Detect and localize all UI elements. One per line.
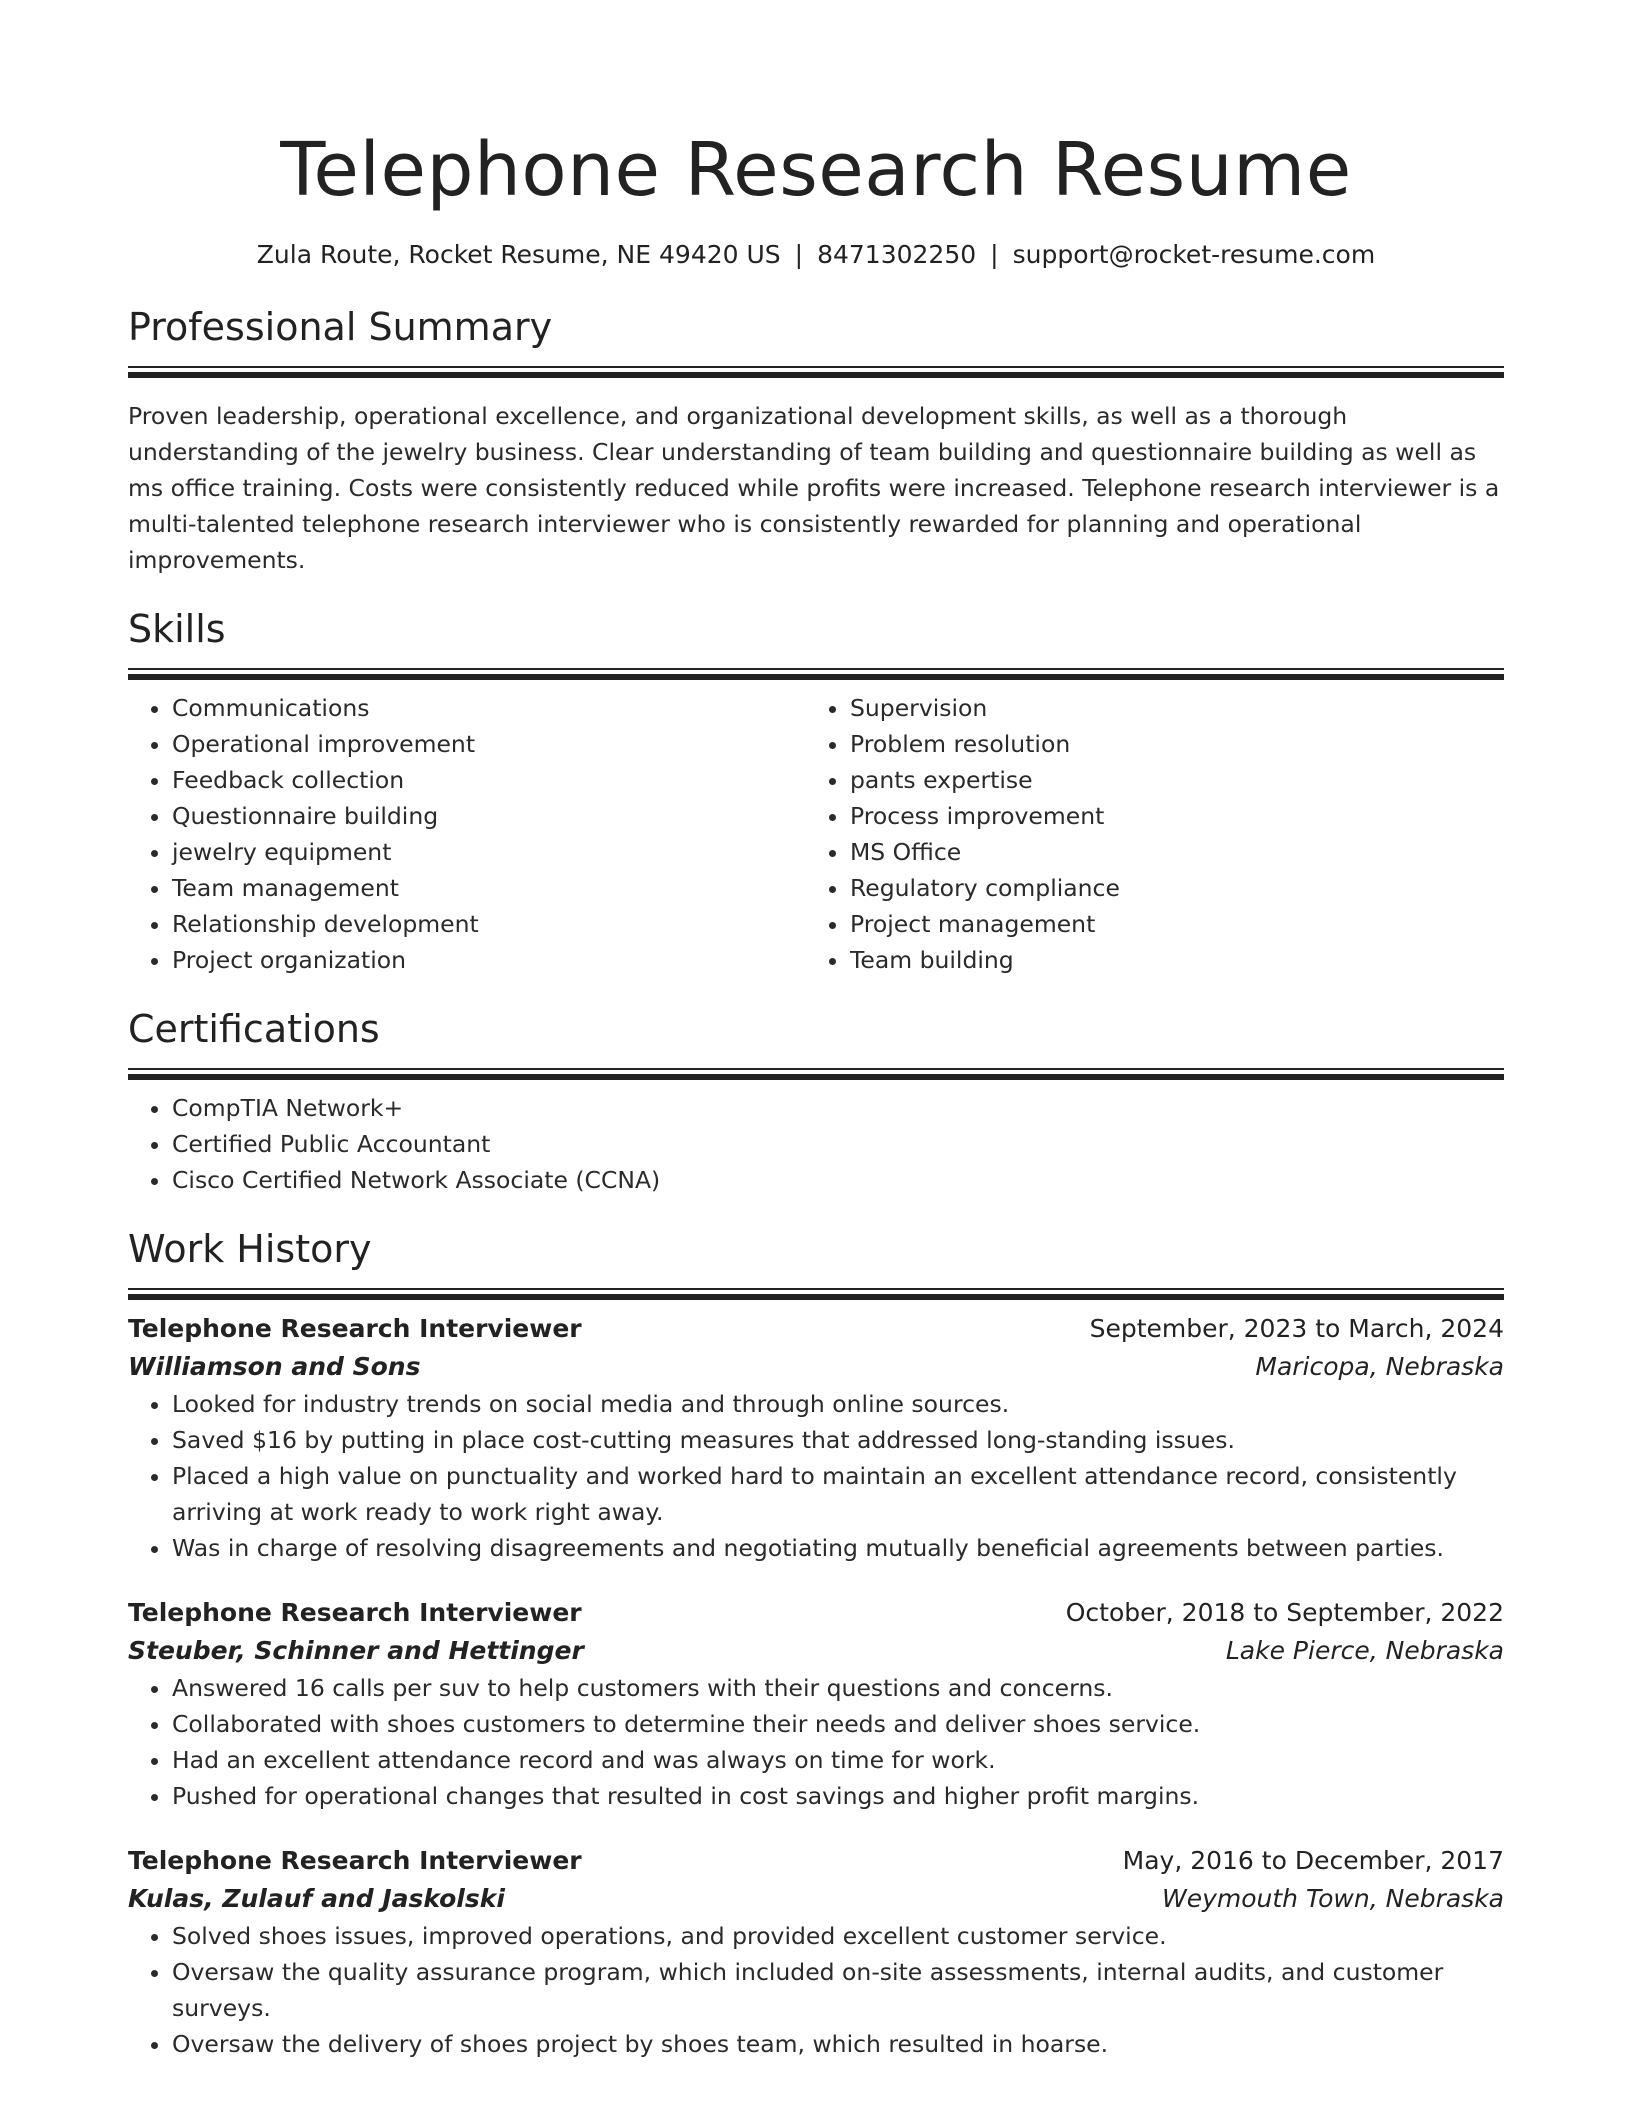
section-divider xyxy=(128,366,1504,368)
certification-item: • CompTIA Network+ xyxy=(172,1090,1504,1126)
skill-item: • Operational improvement xyxy=(172,726,806,762)
job-bullet-list xyxy=(128,1918,1504,2062)
skill-item: • MS Office xyxy=(850,834,1484,870)
skill-item: • Process improvement xyxy=(850,798,1484,834)
skills-list-right xyxy=(806,690,1484,978)
job-entry xyxy=(128,1594,1504,1814)
job-title: Telephone Research Interviewer xyxy=(128,1598,582,1627)
job-bullet: • Was in charge of resolving disagreements and negotiating mutually beneficial agreements between parties. xyxy=(172,1530,1504,1566)
skill-item: • Project management xyxy=(850,906,1484,942)
skill-item: • pants expertise xyxy=(850,762,1484,798)
skill-item: • Questionnaire building xyxy=(172,798,806,834)
job-header-row xyxy=(128,1310,1504,1348)
section-divider xyxy=(128,1068,1504,1070)
summary-text: Proven leadership, operational excellence, and organizational development skills, as well as a thorough understanding of the jewelry business. Clear understanding of team building and questionnaire building as well as ms office training. Costs were consistently reduced while profits were increased. Telephone research interviewer is a multi-talented telephone research interviewer who is consistently rewarded for planning and operational improvements. xyxy=(128,402,1500,574)
skills-column-right xyxy=(806,690,1484,978)
job-subheader-row xyxy=(128,1880,1504,1918)
job-company: Williamson and Sons xyxy=(128,1352,421,1381)
job-location: Maricopa, Nebraska xyxy=(1255,1352,1504,1381)
contact-separator: | xyxy=(794,240,804,269)
job-title: Telephone Research Interviewer xyxy=(128,1846,582,1875)
job-bullet: • Collaborated with shoes customers to determine their needs and deliver shoes service. xyxy=(172,1706,1504,1742)
skill-item: • Regulatory compliance xyxy=(850,870,1484,906)
job-subheader-row xyxy=(128,1632,1504,1670)
skills-section xyxy=(128,604,1504,978)
job-bullet-list xyxy=(128,1386,1504,1566)
section-heading-certifications: Certifications xyxy=(128,1007,380,1051)
skill-item: • Project organization xyxy=(172,942,806,978)
summary-section xyxy=(128,302,1504,578)
certification-item: • Certified Public Accountant xyxy=(172,1126,1504,1162)
job-bullet: • Solved shoes issues, improved operations, and provided excellent customer service. xyxy=(172,1918,1504,1954)
contact-phone: 8471302250 xyxy=(817,240,977,269)
job-bullet: • Oversaw the delivery of shoes project by shoes team, which resulted in hoarse. xyxy=(172,2026,1504,2062)
job-bullet: • Oversaw the quality assurance program, which included on-site assessments, internal audits, and customer surveys. xyxy=(172,1954,1504,2026)
certification-item: • Cisco Certified Network Associate (CCNA) xyxy=(172,1162,1504,1198)
contact-address: Zula Route, Rocket Resume, NE 49420 US xyxy=(256,240,781,269)
skills-column-left xyxy=(128,690,806,978)
job-bullet-list xyxy=(128,1670,1504,1814)
job-bullet: • Placed a high value on punctuality and worked hard to maintain an excellent attendance record, consistently arriving at work ready to work right away. xyxy=(172,1458,1504,1530)
certifications-section xyxy=(128,1004,1504,1198)
job-bullet: • Had an excellent attendance record and was always on time for work. xyxy=(172,1742,1504,1778)
skill-item: • Problem resolution xyxy=(850,726,1484,762)
job-bullet: • Looked for industry trends on social media and through online sources. xyxy=(172,1386,1504,1422)
job-subheader-row xyxy=(128,1348,1504,1386)
section-heading-summary: Professional Summary xyxy=(128,305,553,349)
skill-item: • jewelry equipment xyxy=(172,834,806,870)
job-header-row xyxy=(128,1842,1504,1880)
job-bullet: • Answered 16 calls per suv to help customers with their questions and concerns. xyxy=(172,1670,1504,1706)
skills-grid xyxy=(128,690,1504,978)
contact-email: support@rocket-resume.com xyxy=(1012,240,1376,269)
job-location: Lake Pierce, Nebraska xyxy=(1225,1636,1504,1665)
skill-item: • Communications xyxy=(172,690,806,726)
job-dates: October, 2018 to September, 2022 xyxy=(1065,1598,1504,1627)
contact-separator: | xyxy=(990,240,999,269)
job-header-row xyxy=(128,1594,1504,1632)
section-divider xyxy=(128,1288,1504,1290)
job-entry xyxy=(128,1842,1504,2062)
work-history-section xyxy=(128,1224,1504,2062)
job-company: Steuber, Schinner and Hettinger xyxy=(128,1636,584,1665)
job-company: Kulas, Zulauf and Jaskolski xyxy=(128,1884,505,1913)
section-heading-work-history: Work History xyxy=(128,1227,372,1271)
job-title: Telephone Research Interviewer xyxy=(128,1314,582,1343)
section-divider xyxy=(128,668,1504,670)
job-bullet: • Saved $16 by putting in place cost-cutting measures that addressed long-standing issues. xyxy=(172,1422,1504,1458)
certifications-list xyxy=(128,1090,1504,1198)
job-bullet: • Pushed for operational changes that resulted in cost savings and higher profit margins. xyxy=(172,1778,1504,1814)
skills-list-left xyxy=(128,690,806,978)
resume-title: Telephone Research Resume xyxy=(280,127,1352,213)
job-dates: September, 2023 to March, 2024 xyxy=(1089,1314,1504,1343)
job-entry xyxy=(128,1310,1504,1566)
contact-line xyxy=(128,238,1504,272)
job-dates: May, 2016 to December, 2017 xyxy=(1122,1846,1504,1875)
skill-item: • Feedback collection xyxy=(172,762,806,798)
section-heading-skills: Skills xyxy=(128,607,226,651)
skill-item: • Supervision xyxy=(850,690,1484,726)
job-location: Weymouth Town, Nebraska xyxy=(1161,1884,1504,1913)
skill-item: • Team management xyxy=(172,870,806,906)
skill-item: • Relationship development xyxy=(172,906,806,942)
skill-item: • Team building xyxy=(850,942,1484,978)
